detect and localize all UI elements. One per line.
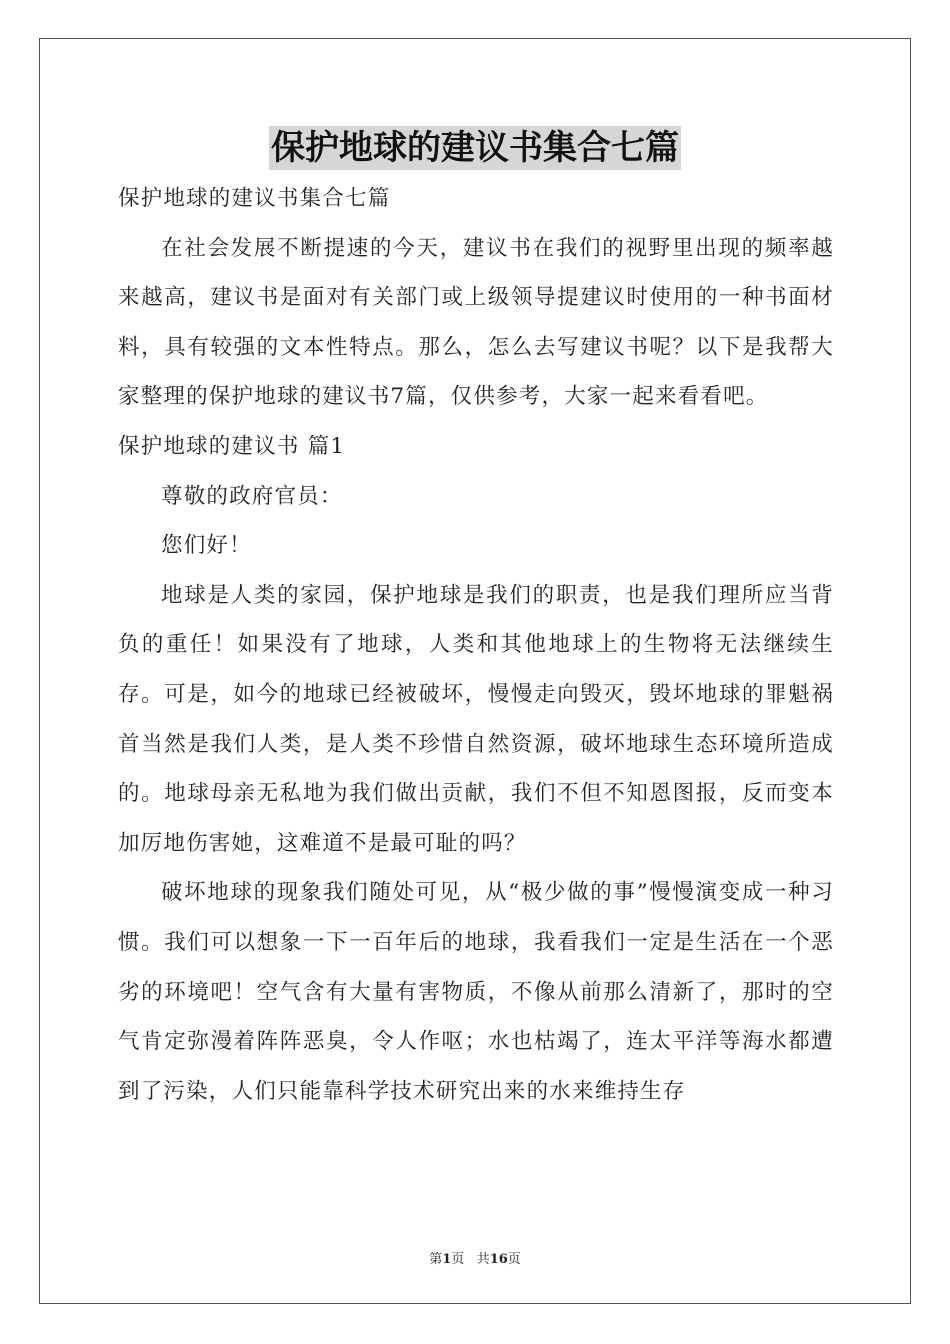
total-suffix: 页 xyxy=(507,1252,521,1267)
section-heading: 保护地球的建议书 篇1 xyxy=(118,433,346,459)
paragraph-greeting: 您们好！ xyxy=(161,533,252,559)
total-prefix: 共 xyxy=(476,1252,490,1267)
document-body xyxy=(118,174,834,1116)
page-prefix: 第 xyxy=(429,1252,443,1267)
paragraph-body: 地球是人类的家园，保护地球是我们的职责，也是我们理所应当背负的重任！如果没有了地球，人类和其他地球上的生物将无法继续生存。可是，如今的地球已经被破坏，慢慢走向毁灭，毁坏地球的罪魁祸首当然是我们人类，是人类不珍惜自然资源，破坏地球生态环境所造成的。地球母亲无私地为我们做出贡献，我们不但不知恩图报，反而变本加厉地伤害她，这难道不是最可耻的吗？ xyxy=(118,582,834,856)
page-suffix: 页 xyxy=(451,1252,465,1267)
document-subtitle: 保护地球的建议书集合七篇 xyxy=(118,186,391,211)
paragraph-salutation: 尊敬的政府官员： xyxy=(161,483,343,509)
page-number: 1 xyxy=(442,1252,452,1267)
document-title xyxy=(0,126,950,170)
paragraph-body: 破坏地球的现象我们随处可见，从“极少做的事”慢慢演变成一种习惯。我们可以想象一下一百年后的地球，我看我们一定是生活在一个恶劣的环境吧！空气含有大量有害物质，不像从前那么清新了，那时的空气肯定弥漫着阵阵恶臭，令人作呕；水也枯竭了，连太平洋等海水都遭到了污染，人们只能靠科学技术研究出来的水来维持生存 xyxy=(118,880,834,1104)
document-title-text: 保护地球的建议书集合七篇 xyxy=(271,128,679,168)
page-total: 16 xyxy=(489,1252,508,1267)
page-footer xyxy=(0,1248,950,1267)
paragraph-intro: 在社会发展不断提速的今天，建议书在我们的视野里出现的频率越来越高，建议书是面对有关部门或上级领导提建议时使用的一种书面材料，具有较强的文本性特点。那么，怎么去写建议书呢？以下是我帮大家整理的保护地球的建议书7篇，仅供参考，大家一起来看看吧。 xyxy=(118,235,834,410)
